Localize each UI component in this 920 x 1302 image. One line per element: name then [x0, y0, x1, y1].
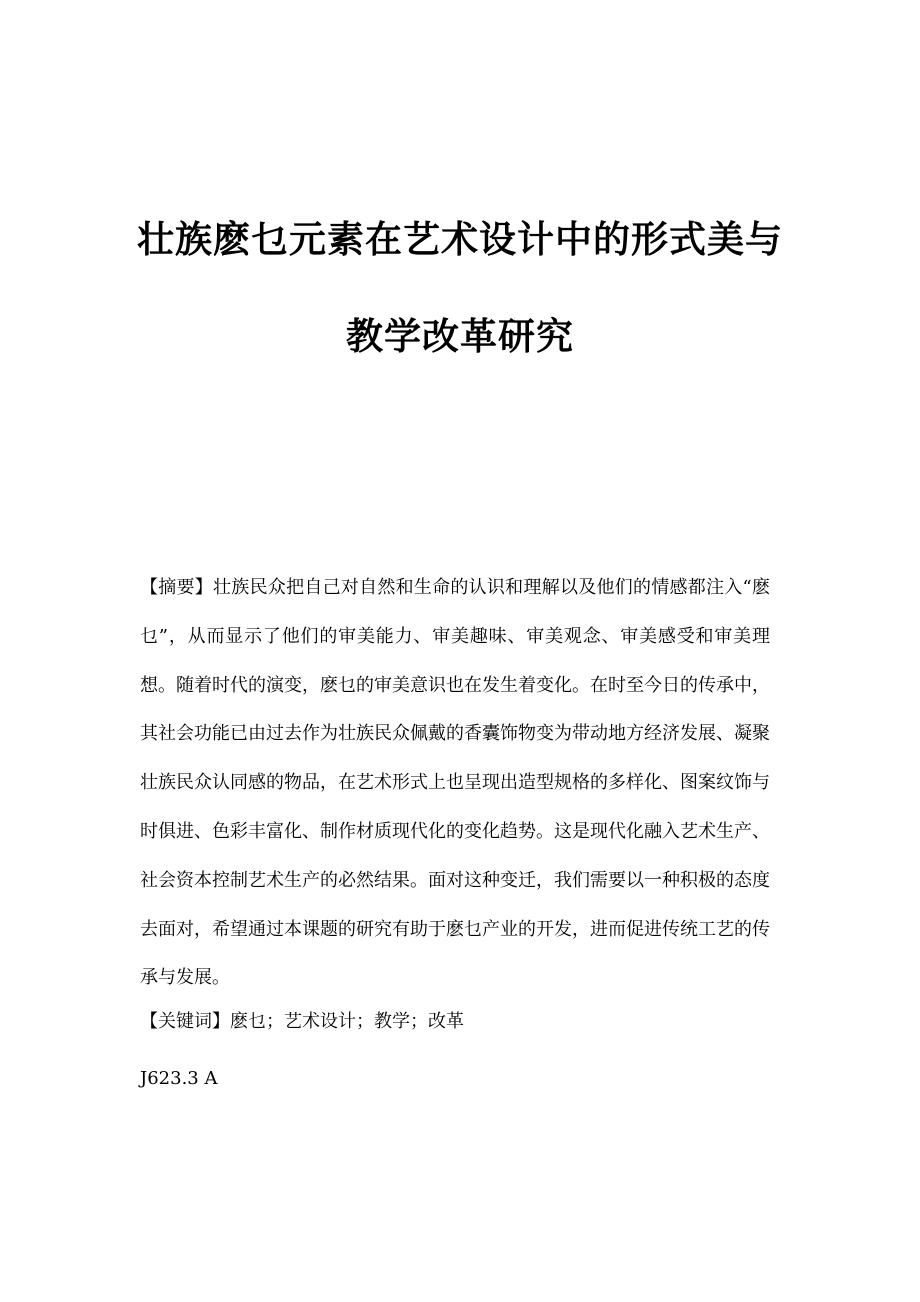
abstract-label: 【摘要】	[140, 577, 214, 598]
keywords-paragraph	[140, 1007, 770, 1037]
document-title-line-2: 教学改革研究	[346, 314, 574, 358]
abstract-text: 壮族民众把自己对自然和生命的认识和理解以及他们的情感都注入“麽乜”，从而显示了他们的审美能力、审美趣味、审美观念、审美感受和审美理想。随着时代的演变，麽乜的审美意识也在发生着变化。在时至今日的传承中，其社会功能已由过去作为壮族民众佩戴的香囊饰物变为带动地方经济发展、凝聚壮族民众认同感的物品，在艺术形式上也呈现出造型规格的多样化、图案纹饰与时俱进、色彩丰富化、制作材质现代化的变化趋势。这是现代化融入艺术生产、社会资本控制艺术生产的必然结果。面对这种变迁，我们需要以一种积极的态度去面对，希望通过本课题的研究有助于麽乜产业的开发，进而促进传统工艺的传承与发展。	[140, 577, 771, 989]
keywords-label: 【关键词】	[140, 1011, 230, 1032]
keywords-text: 麽乜；艺术设计；教学；改革	[230, 1011, 464, 1032]
document-title-line-1: 壮族麽乜元素在艺术设计中的形式美与	[137, 217, 783, 261]
abstract-paragraph	[140, 564, 770, 1003]
classification-code: J623.3 A	[140, 1068, 218, 1089]
